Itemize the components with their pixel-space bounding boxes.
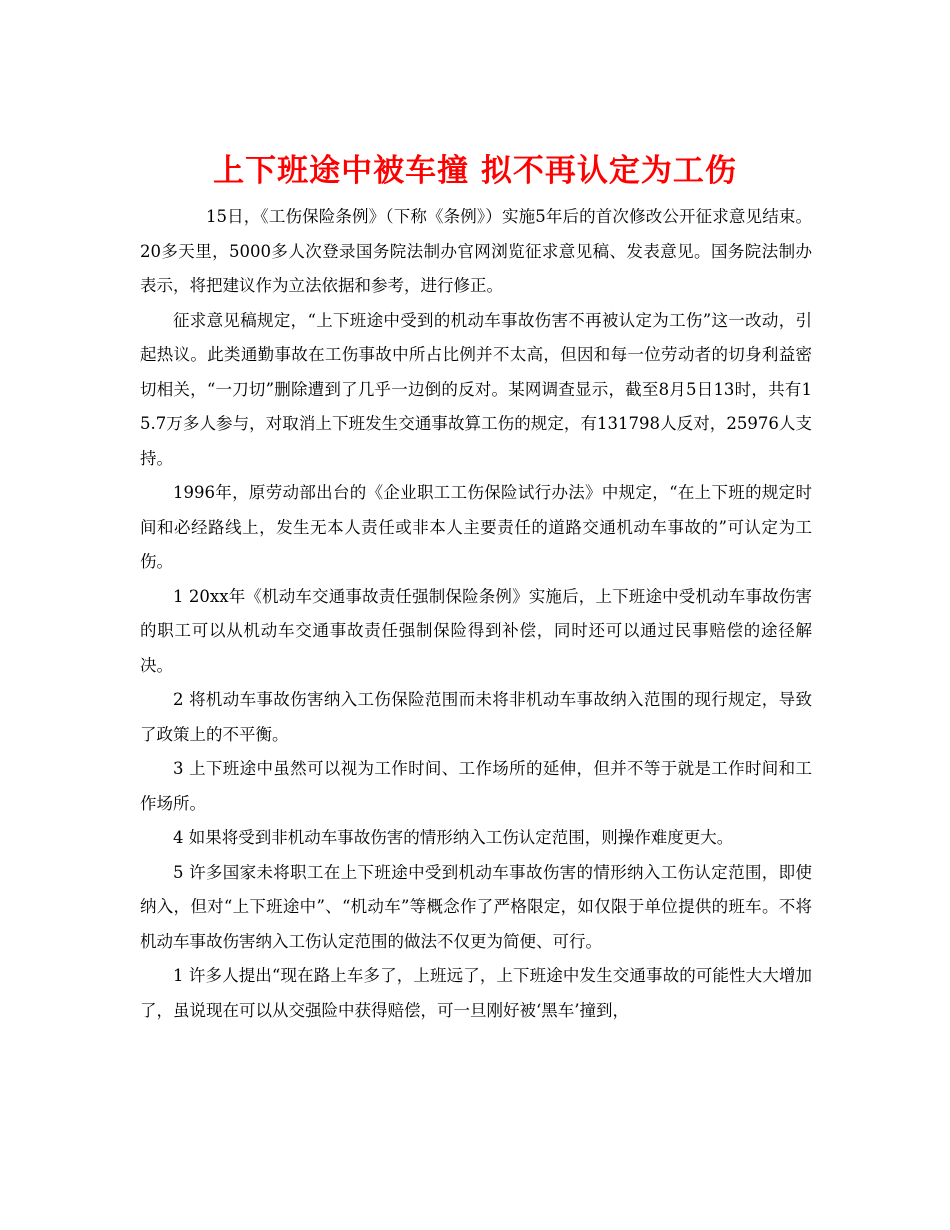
paragraph: 征求意见稿规定，“上下班途中受到的机动车事故伤害不再被认定为工伤”这一改动，引起热议。此类通勤事故在工伤事故中所占比例并不太高，但因和每一位劳动者的切身利益密切相关，“一刀切”删除遭到了几乎一边倒的反对。某网调查显示，截至8月5日13时，共有15.7万多人参与，对取消上下班发生交通事故算工伤的规定，有131798人反对，25976人支持。 — [140, 310, 812, 468]
paragraph: 2 将机动车事故伤害纳入工伤保险范围而未将非机动车事故纳入范围的现行规定，导致了政策上的不平衡。 — [140, 690, 812, 744]
paragraph: 1 许多人提出“现在路上车多了，上班远了，上下班途中发生交通事故的可能性大大增加了，虽说现在可以从交强险中获得赔偿，可一旦刚好被‘黑车’撞到， — [140, 966, 812, 1020]
document-body — [140, 200, 812, 1028]
paragraph: 4 如果将受到非机动车事故伤害的情形纳入工伤认定范围，则操作难度更大。 — [173, 828, 734, 847]
paragraph: 1 20xx年《机动车交通事故责任强制保险条例》实施后，上下班途中受机动车事故伤害的职工可以从机动车交通事故责任强制保险得到补偿，同时还可以通过民事赔偿的途径解决。 — [140, 586, 812, 675]
paragraph: 3 上下班途中虽然可以视为工作时间、工作场所的延伸，但并不等于就是工作时间和工作场所。 — [140, 759, 812, 813]
paragraph: 15日，《工伤保险条例》（下称《条例》）实施5年后的首次修改公开征求意见结束。20多天里，5000多人次登录国务院法制办官网浏览征求意见稿、发表意见。国务院法制办表示，将把建议作为立法依据和参考，进行修正。 — [140, 207, 812, 295]
paragraph: 1996年，原劳动部出台的《企业职工工伤保险试行办法》中规定，“在上下班的规定时间和必经路线上，发生无本人责任或非本人主要责任的道路交通机动车事故的”可认定为工伤。 — [140, 483, 812, 571]
paragraph: 5 许多国家未将职工在上下班途中受到机动车事故伤害的情形纳入工伤认定范围，即使纳入，但对“上下班途中”、“机动车”等概念作了严格限定，如仅限于单位提供的班车。不将机动车事故伤害纳入工伤认定范围的做法不仅更为简便、可行。 — [140, 862, 812, 951]
document-title: 上下班途中被车撞 拟不再认定为工伤 — [213, 152, 737, 189]
